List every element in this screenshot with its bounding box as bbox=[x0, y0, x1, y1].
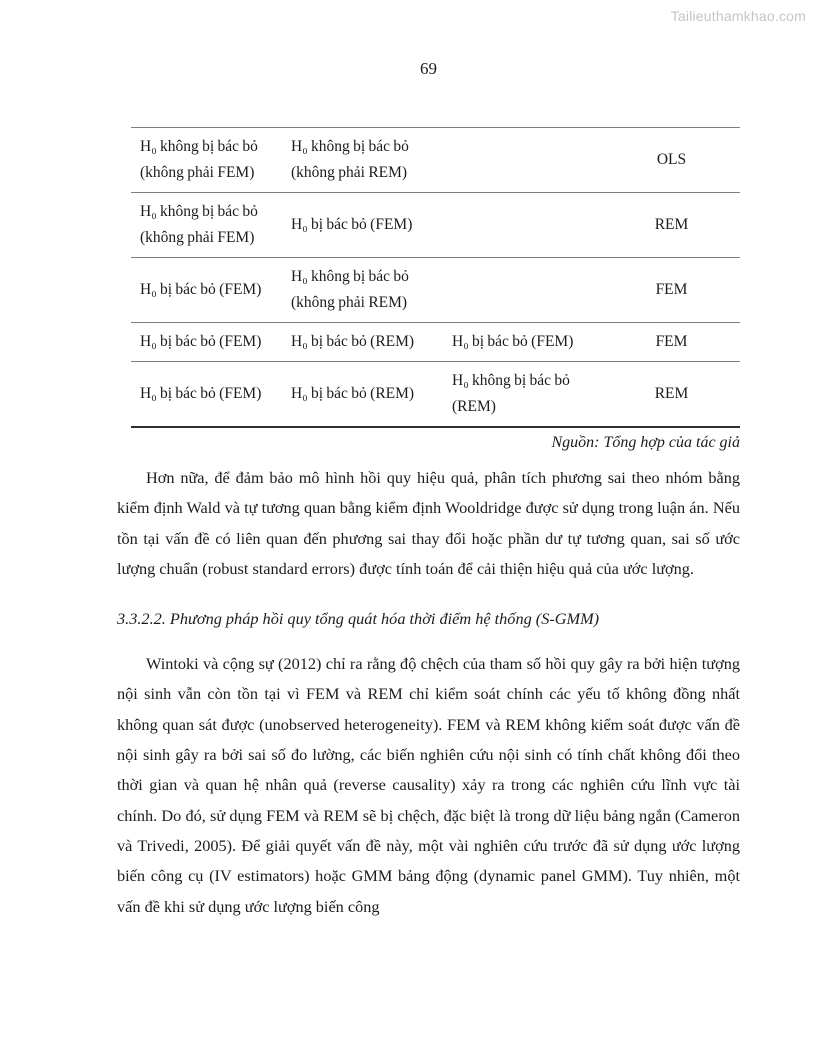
table-cell-test3: H₀ bị bác bỏ (FEM) bbox=[443, 323, 603, 362]
table-cell-test2: H₀ không bị bác bỏ (không phải REM) bbox=[282, 258, 443, 323]
section-heading-sgmm: 3.3.2.2. Phương pháp hồi quy tổng quát hóa thời điểm hệ thống (S-GMM) bbox=[117, 609, 600, 629]
table-cell-test2: H₀ bị bác bỏ (REM) bbox=[282, 362, 443, 428]
model-selection-table bbox=[131, 127, 740, 428]
table-cell-test1: H₀ bị bác bỏ (FEM) bbox=[131, 258, 282, 323]
paragraph-robust-errors: Hơn nữa, để đảm bảo mô hình hồi quy hiệu quả, phân tích phương sai theo nhóm bằng kiểm định Wald và tự tương quan bằng kiểm định Wooldridge được sử dụng trong luận án. Nếu tồn tại vấn đề có liên quan đến phương sai thay đổi hoặc phần dư tự tương quan, sai số ước lượng chuẩn (robust standard errors) được tính toán để cải thiện hiệu quả của ước lượng. bbox=[117, 468, 740, 578]
table-cell-test1: H₀ bị bác bỏ (FEM) bbox=[131, 362, 282, 428]
table-cell-model: REM bbox=[603, 193, 740, 258]
table-cell-test2: H₀ không bị bác bỏ (không phải REM) bbox=[282, 128, 443, 193]
table-cell-test1: H₀ bị bác bỏ (FEM) bbox=[131, 323, 282, 362]
table-source-note: Nguồn: Tổng hợp của tác giả bbox=[551, 434, 740, 451]
table-cell-model: REM bbox=[603, 362, 740, 428]
watermark-text: Tailieuthamkhao.com bbox=[670, 8, 806, 24]
table-cell-model: OLS bbox=[603, 128, 740, 193]
text-column bbox=[117, 0, 740, 922]
table-cell-test3: H₀ không bị bác bỏ (REM) bbox=[443, 362, 603, 428]
table-row bbox=[131, 128, 740, 193]
table-cell-model: FEM bbox=[603, 323, 740, 362]
table-cell-test3 bbox=[443, 193, 603, 258]
table-row bbox=[131, 258, 740, 323]
table-row bbox=[131, 193, 740, 258]
table-cell-test3 bbox=[443, 258, 603, 323]
table-row bbox=[131, 323, 740, 362]
table-row bbox=[131, 362, 740, 428]
table-cell-test1: H₀ không bị bác bỏ (không phải FEM) bbox=[131, 128, 282, 193]
paragraph-wintoki: Wintoki và cộng sự (2012) chỉ ra rằng độ chệch của tham số hồi quy gây ra bởi hiện tượng nội sinh vẫn còn tồn tại vì FEM và REM chỉ kiểm soát chính các yếu tố không đồng nhất không quan sát được (unobserved heterogeneity). FEM và REM không kiểm soát được vấn đề nội sinh gây ra bởi sai số đo lường, các biến nghiên cứu nội sinh có tính chất không đổi theo thời gian và quan hệ nhân quả (reverse causality) xảy ra trong các nghiên cứu lĩnh vực tài chính. Do đó, sử dụng FEM và REM sẽ bị chệch, đặc biệt là trong dữ liệu bảng ngắn (Cameron và Trivedi, 2005). Để giải quyết vấn đề này, một vài nghiên cứu trước đã sử dụng ước lượng biến công cụ (IV estimators) hoặc GMM bảng động (dynamic panel GMM). Tuy nhiên, một vấn đề khi sử dụng ước lượng biến công bbox=[117, 654, 740, 916]
page-number: 69 bbox=[420, 59, 437, 78]
table-cell-test3 bbox=[443, 128, 603, 193]
table-cell-test2: H₀ bị bác bỏ (FEM) bbox=[282, 193, 443, 258]
table-cell-test2: H₀ bị bác bỏ (REM) bbox=[282, 323, 443, 362]
table-cell-model: FEM bbox=[603, 258, 740, 323]
table-cell-test1: H₀ không bị bác bỏ (không phải FEM) bbox=[131, 193, 282, 258]
